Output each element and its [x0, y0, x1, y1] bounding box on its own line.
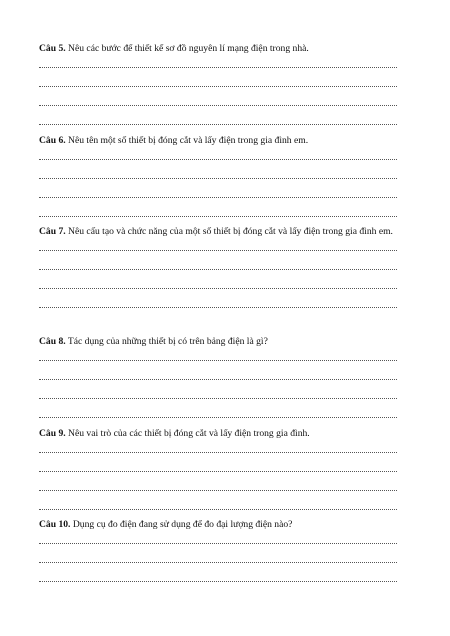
- question-6-text: [39, 132, 401, 150]
- answer-line[interactable]: [39, 288, 397, 289]
- question-7-label: Câu 7.: [39, 226, 66, 237]
- answer-line[interactable]: [39, 86, 397, 87]
- answer-line[interactable]: [39, 360, 397, 361]
- answer-line[interactable]: [39, 159, 397, 160]
- answer-line[interactable]: [39, 581, 397, 582]
- question-9: [39, 425, 401, 510]
- question-5-label: Câu 5.: [39, 43, 66, 54]
- answer-line[interactable]: [39, 417, 397, 418]
- question-9-text: [39, 425, 401, 443]
- answer-line[interactable]: [39, 543, 397, 544]
- question-5: [39, 40, 401, 125]
- question-5-body: Nêu các bước để thiết kế sơ đồ nguyên lí mạng điện trong nhà.: [65, 43, 309, 54]
- question-5-text: [39, 40, 401, 58]
- question-8-label: Câu 8.: [39, 336, 66, 347]
- answer-line[interactable]: [39, 105, 397, 106]
- question-6-label: Câu 6.: [39, 135, 66, 146]
- answer-line[interactable]: [39, 269, 397, 270]
- question-7: [39, 223, 401, 308]
- question-8-text: [39, 333, 401, 351]
- answer-line[interactable]: [39, 124, 397, 125]
- question-9-label: Câu 9.: [39, 428, 66, 439]
- question-8-body: Tác dụng của những thiết bị có trên bảng điện là gì?: [65, 336, 268, 347]
- question-10: [39, 516, 401, 582]
- question-6-body: Nêu tên một số thiết bị đóng cắt và lấy điện trong gia đình em.: [65, 135, 309, 146]
- question-8: [39, 333, 401, 418]
- question-6: [39, 132, 401, 217]
- answer-line[interactable]: [39, 67, 397, 68]
- answer-line[interactable]: [39, 452, 397, 453]
- answer-line[interactable]: [39, 216, 397, 217]
- question-10-label: Câu 10.: [39, 519, 71, 530]
- answer-line[interactable]: [39, 490, 397, 491]
- answer-line[interactable]: [39, 471, 397, 472]
- answer-line[interactable]: [39, 509, 397, 510]
- answer-line[interactable]: [39, 398, 397, 399]
- question-7-text: [39, 223, 401, 241]
- question-10-text: [39, 516, 401, 534]
- answer-line[interactable]: [39, 197, 397, 198]
- question-10-body: Dụng cụ đo điện đang sử dụng để đo đại lượng điện nào?: [70, 519, 293, 530]
- answer-line[interactable]: [39, 379, 397, 380]
- answer-line[interactable]: [39, 307, 397, 308]
- question-7-body: Nêu cấu tạo và chức năng của một số thiết bị đóng cắt và lấy điện trong gia đình em.: [65, 226, 393, 237]
- question-9-body: Nêu vai trò của các thiết bị đóng cắt và lấy điện trong gia đình.: [65, 428, 310, 439]
- answer-line[interactable]: [39, 562, 397, 563]
- answer-line[interactable]: [39, 178, 397, 179]
- answer-line[interactable]: [39, 250, 397, 251]
